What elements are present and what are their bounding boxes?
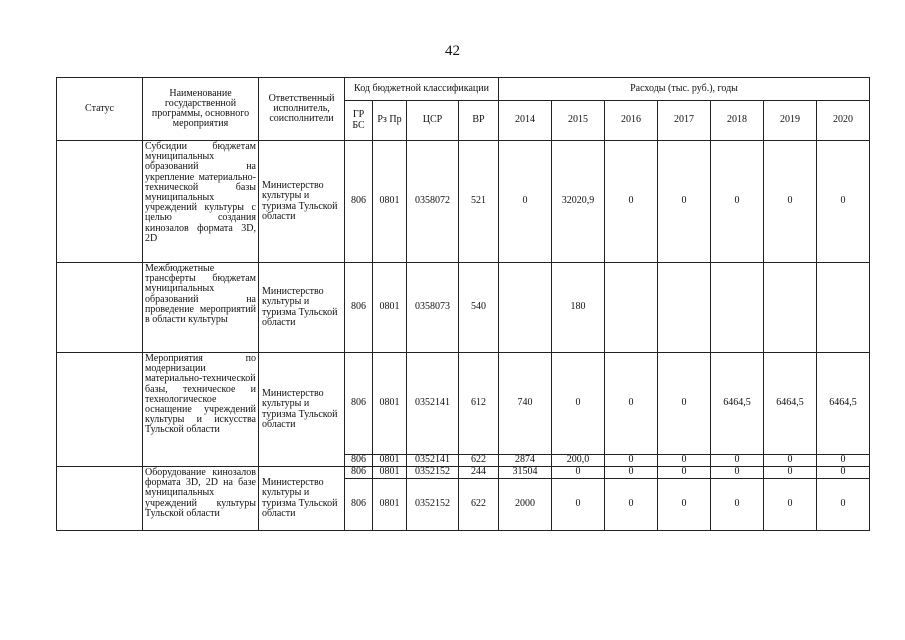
executor-cell: Министерство культуры и туризма Тульской области bbox=[259, 353, 345, 467]
rzpr-cell: 0801 bbox=[373, 467, 407, 479]
status-cell bbox=[57, 467, 143, 531]
value-cell: 0 bbox=[499, 141, 552, 263]
page-number: 42 bbox=[445, 43, 460, 59]
value-cell: 0 bbox=[658, 353, 711, 455]
value-cell: 0 bbox=[817, 141, 870, 263]
csr-cell: 0358072 bbox=[407, 141, 459, 263]
header-code-grbs: ГР БС bbox=[345, 101, 373, 141]
grbs-cell: 806 bbox=[345, 467, 373, 479]
value-cell: 0 bbox=[552, 467, 605, 479]
program-name-cell: Межбюджетные трансферты бюджетам муниципальных образований на проведение мероприятий в области культуры bbox=[143, 263, 259, 353]
value-cell: 0 bbox=[552, 479, 605, 531]
table-row bbox=[57, 353, 870, 455]
table-row bbox=[57, 263, 870, 353]
table-row bbox=[57, 141, 870, 263]
value-cell: 0 bbox=[711, 455, 764, 467]
value-cell: 2000 bbox=[499, 479, 552, 531]
rzpr-cell: 0801 bbox=[373, 353, 407, 455]
header-executor: Ответственный исполнитель, соисполнители bbox=[259, 78, 345, 141]
value-cell: 0 bbox=[711, 467, 764, 479]
vr-cell: 622 bbox=[459, 479, 499, 531]
header-code-rzpr: Рз Пр bbox=[373, 101, 407, 141]
executor-cell: Министерство культуры и туризма Тульской области bbox=[259, 141, 345, 263]
value-cell: 31504 bbox=[499, 467, 552, 479]
value-cell bbox=[658, 263, 711, 353]
program-name-cell: Оборудование кинозалов формата 3D, 2D на базе муниципальных учреждений культуры Тульской области bbox=[143, 467, 259, 531]
vr-cell: 244 bbox=[459, 467, 499, 479]
value-cell: 2874 bbox=[499, 455, 552, 467]
value-cell bbox=[605, 263, 658, 353]
vr-cell: 521 bbox=[459, 141, 499, 263]
program-name-cell: Мероприятия по модернизации материально-технической базы, техническое и технологическое оснащение учреждений культуры и искусства Тульской области bbox=[143, 353, 259, 467]
value-cell: 0 bbox=[817, 467, 870, 479]
header-year: 2017 bbox=[658, 101, 711, 141]
value-cell: 0 bbox=[552, 353, 605, 455]
status-cell bbox=[57, 353, 143, 467]
table-body bbox=[57, 141, 870, 531]
executor-cell: Министерство культуры и туризма Тульской области bbox=[259, 263, 345, 353]
value-cell: 0 bbox=[658, 467, 711, 479]
grbs-cell: 806 bbox=[345, 455, 373, 467]
value-cell: 0 bbox=[605, 467, 658, 479]
value-cell: 0 bbox=[764, 455, 817, 467]
header-year: 2016 bbox=[605, 101, 658, 141]
value-cell bbox=[711, 263, 764, 353]
rzpr-cell: 0801 bbox=[373, 141, 407, 263]
value-cell: 0 bbox=[605, 455, 658, 467]
grbs-cell: 806 bbox=[345, 141, 373, 263]
value-cell: 0 bbox=[764, 467, 817, 479]
status-cell bbox=[57, 141, 143, 263]
value-cell: 200,0 bbox=[552, 455, 605, 467]
rzpr-cell: 0801 bbox=[373, 479, 407, 531]
header-year: 2018 bbox=[711, 101, 764, 141]
value-cell: 0 bbox=[711, 141, 764, 263]
rzpr-cell: 0801 bbox=[373, 455, 407, 467]
header-year: 2020 bbox=[817, 101, 870, 141]
status-cell bbox=[57, 263, 143, 353]
value-cell: 0 bbox=[764, 479, 817, 531]
executor-cell: Министерство культуры и туризма Тульской области bbox=[259, 467, 345, 531]
csr-cell: 0352141 bbox=[407, 353, 459, 455]
value-cell: 0 bbox=[764, 141, 817, 263]
header-year: 2019 bbox=[764, 101, 817, 141]
value-cell: 0 bbox=[658, 479, 711, 531]
rzpr-cell: 0801 bbox=[373, 263, 407, 353]
grbs-cell: 806 bbox=[345, 353, 373, 455]
table-row bbox=[57, 467, 870, 479]
value-cell: 0 bbox=[605, 141, 658, 263]
vr-cell: 622 bbox=[459, 455, 499, 467]
header-year: 2014 bbox=[499, 101, 552, 141]
value-cell bbox=[499, 263, 552, 353]
value-cell: 6464,5 bbox=[711, 353, 764, 455]
grbs-cell: 806 bbox=[345, 263, 373, 353]
csr-cell: 0352141 bbox=[407, 455, 459, 467]
grbs-cell: 806 bbox=[345, 479, 373, 531]
header-program-name: Наименование государственной программы, основного мероприятия bbox=[143, 78, 259, 141]
vr-cell: 540 bbox=[459, 263, 499, 353]
header-code-csr: ЦСР bbox=[407, 101, 459, 141]
value-cell: 32020,9 bbox=[552, 141, 605, 263]
vr-cell: 612 bbox=[459, 353, 499, 455]
value-cell: 0 bbox=[817, 479, 870, 531]
header-expenses: Расходы (тыс. руб.), годы bbox=[499, 78, 870, 101]
value-cell: 0 bbox=[658, 455, 711, 467]
header-year: 2015 bbox=[552, 101, 605, 141]
value-cell: 0 bbox=[711, 479, 764, 531]
value-cell: 0 bbox=[605, 353, 658, 455]
value-cell: 6464,5 bbox=[764, 353, 817, 455]
table-header bbox=[57, 78, 870, 141]
csr-cell: 0352152 bbox=[407, 479, 459, 531]
budget-table bbox=[56, 77, 870, 531]
value-cell: 6464,5 bbox=[817, 353, 870, 455]
header-budget-code: Код бюджетной классификации bbox=[345, 78, 499, 101]
header-status: Статус bbox=[57, 78, 143, 141]
program-name-cell: Субсидии бюджетам муниципальных образований на укрепление материально-технической базы муниципальных учреждений культуры с целью создания кинозалов формата 3D, 2D bbox=[143, 141, 259, 263]
value-cell bbox=[764, 263, 817, 353]
value-cell: 0 bbox=[605, 479, 658, 531]
csr-cell: 0352152 bbox=[407, 467, 459, 479]
value-cell: 180 bbox=[552, 263, 605, 353]
value-cell: 0 bbox=[817, 455, 870, 467]
csr-cell: 0358073 bbox=[407, 263, 459, 353]
value-cell: 0 bbox=[658, 141, 711, 263]
header-code-vr: ВР bbox=[459, 101, 499, 141]
value-cell: 740 bbox=[499, 353, 552, 455]
value-cell bbox=[817, 263, 870, 353]
